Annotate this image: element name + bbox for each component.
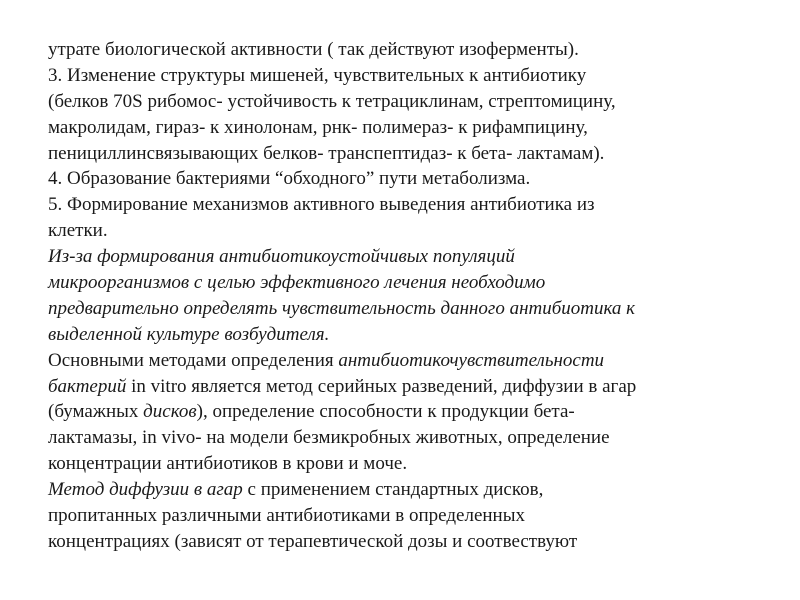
text-line: [48, 425, 768, 451]
italic-text-segment: Метод диффузии в агар: [48, 479, 243, 501]
text-line: [48, 218, 768, 244]
text-line: [48, 348, 768, 374]
italic-text-segment: антибиотикочувствительности: [338, 349, 605, 371]
italic-text-segment: микроорганизмов с целью эффективного лечения необходимо: [48, 272, 546, 294]
text-segment: (белков 70S рибомос- устойчивость к тетрациклинам, стрептомицину,: [48, 90, 616, 112]
text-line: [48, 503, 768, 529]
text-segment: 5. Формирование механизмов активного выведения антибиотика из: [48, 194, 595, 216]
text-line: [48, 477, 768, 503]
text-line: [48, 451, 768, 477]
text-segment: in vitro является метод серийных разведений, диффузии в агар: [126, 375, 637, 397]
text-line: [48, 399, 768, 425]
text-line: [48, 141, 768, 167]
document-text: [48, 37, 768, 555]
text-segment: лактамазы, in vivo- на модели безмикробных животных, определение: [48, 427, 610, 449]
text-line: [48, 89, 768, 115]
text-line: [48, 529, 768, 555]
text-line: [48, 63, 768, 89]
text-line: [48, 322, 768, 348]
text-segment: ), определение способности к продукции бета-: [196, 401, 575, 423]
text-line: [48, 115, 768, 141]
text-segment: 4. Образование бактериями “обходного” пути метаболизма.: [48, 168, 531, 190]
text-line: [48, 192, 768, 218]
text-segment: Основными методами определения: [48, 349, 339, 371]
italic-text-segment: бактерий: [48, 375, 127, 397]
text-segment: пенициллинсвязывающих белков- транспептидаз- к бета- лактамам).: [48, 142, 605, 164]
text-segment: клетки.: [48, 220, 108, 242]
italic-text-segment: дисков: [143, 401, 197, 423]
text-line: [48, 37, 768, 63]
text-line: [48, 270, 768, 296]
italic-text-segment: выделенной культуре возбудителя.: [48, 323, 330, 345]
text-line: [48, 244, 768, 270]
text-segment: макролидам, гираз- к хинолонам, рнк- полимераз- к рифампицину,: [48, 116, 588, 138]
text-segment: утрате биологической активности ( так действуют изоферменты).: [48, 39, 579, 60]
italic-text-segment: предварительно определять чувствительность данного антибиотика к: [48, 297, 636, 319]
text-line: [48, 166, 768, 192]
text-line: [48, 374, 768, 400]
text-segment: концентрации антибиотиков в крови и моче.: [48, 453, 408, 475]
text-segment: пропитанных различными антибиотиками в определенных: [48, 505, 525, 527]
text-segment: 3. Изменение структуры мишеней, чувствительных к антибиотику: [48, 64, 587, 86]
text-segment: с применением стандартных дисков,: [242, 479, 544, 501]
text-segment: (бумажных: [48, 401, 144, 423]
italic-text-segment: Из-за формирования антибиотикоустойчивых популяций: [48, 246, 515, 268]
text-segment: концентрациях (зависят от терапевтической дозы и соотвествуют: [48, 530, 578, 552]
text-line: [48, 296, 768, 322]
